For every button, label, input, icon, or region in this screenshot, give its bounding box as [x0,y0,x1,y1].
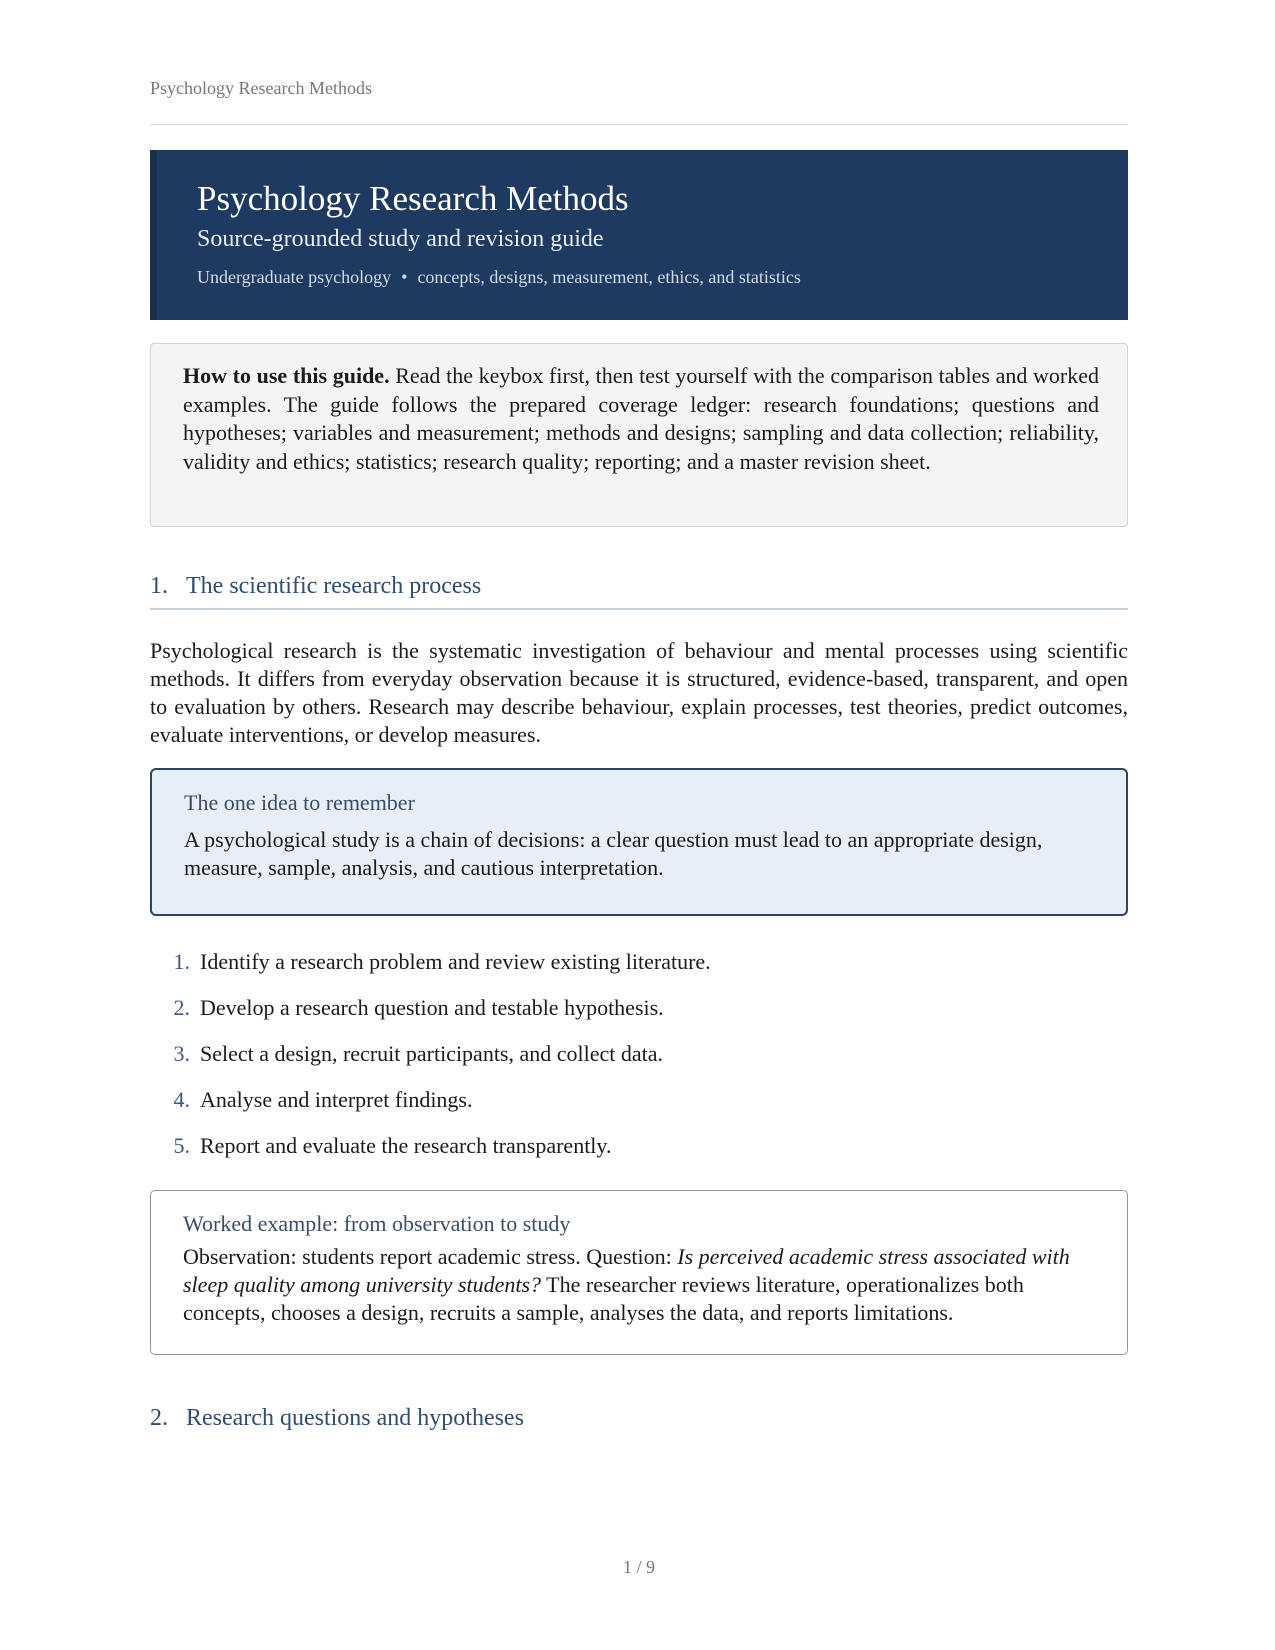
section-title: Research questions and hypotheses [186,1405,524,1431]
example-conclusion: The researcher reviews literature, operationalizes both concepts, chooses a design, recruits a sample, analyses the data, and reports limitations. [183,1272,1024,1325]
example-intro: Observation: students report academic stress. Question: [183,1244,678,1269]
list-item [150,1040,1128,1086]
intro-paragraph: Psychological research is the systematic investigation of behaviour and mental processes using scientific methods. It differs from everyday observation because it is structured, evidence-based, transparent, and open to evaluation by others. Research may describe behaviour, explain processes, test theories, predict outcomes, evaluate interventions, or develop measures. [150,638,1128,747]
list-text: Identify a research problem and review existing literature. [200,949,711,974]
list-item [150,1086,1128,1132]
section-number: 1. [150,573,168,599]
document-subtitle: Source-grounded study and revision guide [197,226,604,252]
section-number: 2. [150,1405,168,1431]
list-text: Report and evaluate the research transparently. [200,1133,612,1158]
running-header: Psychology Research Methods [150,78,372,98]
key-idea-title: The one idea to remember [184,790,415,815]
key-idea-box [150,768,1128,916]
header-divider [150,124,1128,125]
list-number: 4. [173,1087,190,1112]
list-number: 3. [173,1041,190,1066]
how-to-use-lead: How to use this guide. [183,363,390,388]
meta-topics: concepts, designs, measurement, ethics, and statistics [417,267,801,287]
worked-example-title: Worked example: from observation to study [183,1211,571,1236]
list-text: Analyse and interpret findings. [200,1087,473,1112]
how-to-use-box [150,343,1128,527]
list-item [150,1132,1128,1178]
title-banner [150,150,1128,320]
section-divider [150,608,1128,610]
section-title: The scientific research process [186,573,482,599]
meta-separator: • [401,267,408,287]
list-item [150,994,1128,1040]
key-idea-body: A psychological study is a chain of decisions: a clear question must lead to an appropriate design, measure, sample, analysis, and cautious interpretation. [184,827,1043,880]
meta-audience: Undergraduate psychology [197,267,392,287]
list-number: 1. [173,949,190,974]
worked-example-body [183,1243,1101,1327]
how-to-use-text: Read the keybox first, then test yourself with the comparison tables and worked examples. The guide follows the prepared coverage ledger: research foundations; questions and hypotheses; variables and measurement; methods and designs; sampling and data collection; reliability, validity and ethics; statistics; research quality; reporting; and a master revision sheet. [183,363,1099,474]
list-text: Select a design, recruit participants, and collect data. [200,1041,664,1066]
page-number: 1 / 9 [622,1557,655,1577]
research-steps-list [150,948,1128,1178]
list-text: Develop a research question and testable hypothesis. [200,995,664,1020]
document-meta [197,267,1128,288]
section-heading-1 [150,573,1128,600]
section-heading-2 [150,1405,1128,1432]
worked-example-box [150,1190,1128,1355]
list-number: 2. [173,995,190,1020]
document-title: Psychology Research Methods [197,179,629,218]
example-question: Is perceived academic stress associated with sleep quality among university students? [183,1244,1070,1297]
list-item [150,948,1128,994]
list-number: 5. [173,1133,190,1158]
